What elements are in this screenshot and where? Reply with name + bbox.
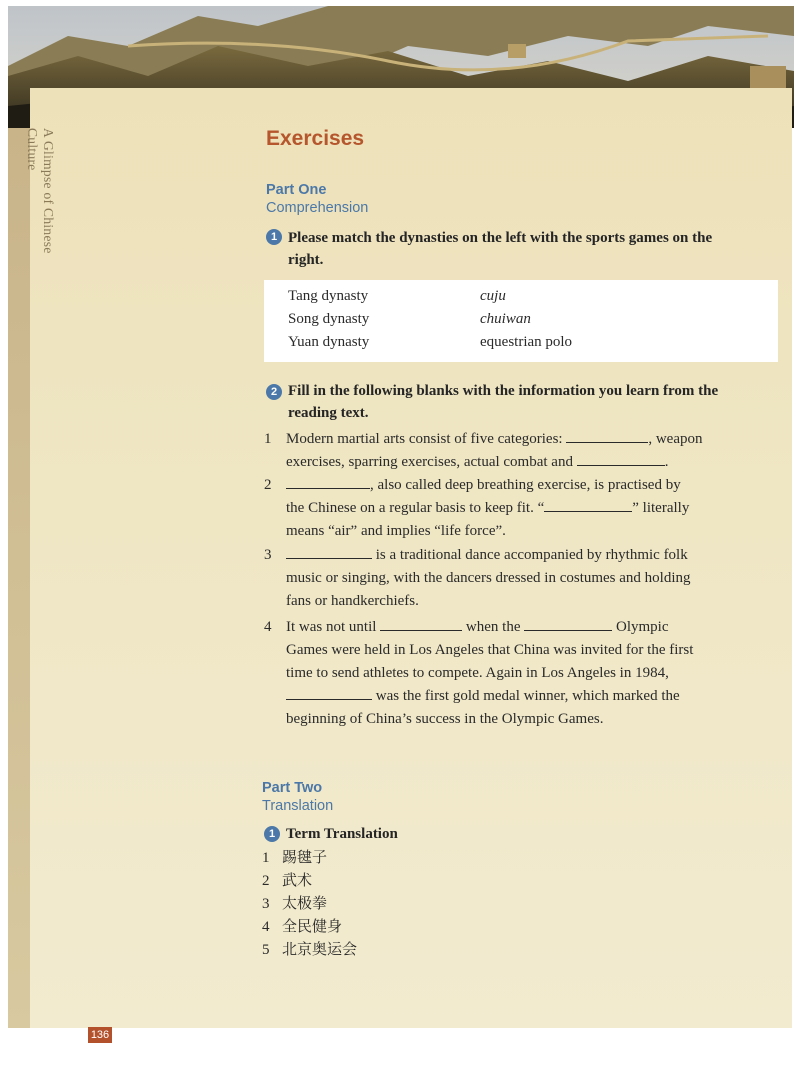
item-text: was the first gold medal winner, which marked the bbox=[372, 688, 680, 704]
page-number: 136 bbox=[88, 1027, 112, 1043]
question-2-instruction bbox=[288, 380, 768, 424]
item-text: the Chinese on a regular basis to keep fit. “ bbox=[286, 500, 545, 516]
item-text: Games were held in Los Angeles that China was invited for the first bbox=[286, 642, 694, 658]
term-item bbox=[262, 848, 327, 868]
answer-blank[interactable] bbox=[577, 451, 665, 466]
fill-blank-item-4 bbox=[286, 616, 766, 731]
dynasty-label: Song dynasty bbox=[288, 311, 370, 327]
item-text: music or singing, with the dancers dressed in costumes and holding bbox=[286, 570, 691, 586]
term-text: 太极拳 bbox=[282, 896, 328, 912]
match-row bbox=[288, 286, 506, 306]
item-text: , weapon bbox=[648, 431, 703, 447]
item-text: Modern martial arts consist of five categories: bbox=[286, 431, 567, 447]
item-text: fans or handkerchiefs. bbox=[286, 593, 419, 609]
answer-blank[interactable] bbox=[380, 616, 462, 631]
term-item bbox=[262, 940, 357, 960]
item-text: It was not until bbox=[286, 619, 381, 635]
page-title: Exercises bbox=[266, 127, 365, 150]
fill-blank-item-1 bbox=[286, 428, 766, 474]
term-number: 4 bbox=[262, 919, 270, 935]
dynasty-label: Tang dynasty bbox=[288, 288, 369, 304]
match-row bbox=[288, 332, 573, 352]
term-item bbox=[262, 917, 342, 937]
term-text: 全民健身 bbox=[282, 919, 343, 935]
item-text: when the bbox=[462, 619, 525, 635]
question-number-badge: 1 bbox=[266, 229, 282, 245]
item-text: Olympic bbox=[612, 619, 669, 635]
term-number: 2 bbox=[262, 873, 270, 889]
item-text: , also called deep breathing exercise, is practised by bbox=[370, 477, 681, 493]
term-text: 踢毽子 bbox=[282, 850, 328, 866]
sport-label: chuiwan bbox=[480, 311, 531, 327]
instruction-line: Please match the dynasties on the left with the sports games on the bbox=[288, 230, 713, 246]
dynasty-label: Yuan dynasty bbox=[288, 334, 370, 350]
item-text: exercises, sparring exercises, actual combat and bbox=[286, 454, 577, 470]
instruction-line: right. bbox=[288, 252, 324, 268]
sport-label: equestrian polo bbox=[480, 334, 573, 350]
answer-blank[interactable] bbox=[286, 474, 370, 489]
match-row bbox=[288, 309, 531, 329]
item-number: 3 bbox=[264, 547, 272, 563]
question-1-instruction bbox=[288, 227, 768, 271]
term-number: 1 bbox=[262, 850, 270, 866]
answer-blank[interactable] bbox=[524, 616, 612, 631]
term-number: 5 bbox=[262, 942, 270, 958]
question-number-badge: 1 bbox=[264, 826, 280, 842]
sport-label: cuju bbox=[480, 288, 506, 304]
item-number: 2 bbox=[264, 477, 272, 493]
item-text: . bbox=[664, 454, 669, 470]
matching-table bbox=[264, 280, 778, 362]
running-header: A Glimpse of Chinese Culture bbox=[25, 128, 56, 254]
answer-blank[interactable] bbox=[566, 428, 648, 443]
answer-blank[interactable] bbox=[286, 544, 372, 559]
part-one-title: Part One bbox=[266, 182, 327, 198]
term-number: 3 bbox=[262, 896, 270, 912]
item-text: time to send athletes to compete. Again in Los Angeles in 1984, bbox=[286, 665, 669, 681]
instruction-line: reading text. bbox=[288, 405, 369, 421]
part-two-subtitle: Translation bbox=[262, 798, 334, 814]
term-item bbox=[262, 894, 327, 914]
answer-blank[interactable] bbox=[544, 497, 632, 512]
item-text: is a traditional dance accompanied by rhythmic folk bbox=[372, 547, 688, 563]
item-text: means “air” and implies “life force”. bbox=[286, 523, 506, 539]
part-one-subtitle: Comprehension bbox=[266, 200, 369, 216]
term-translation-heading: Term Translation bbox=[286, 826, 398, 842]
answer-blank[interactable] bbox=[286, 685, 372, 700]
question-number-badge: 2 bbox=[266, 384, 282, 400]
fill-blank-item-3 bbox=[286, 544, 766, 613]
item-number: 4 bbox=[264, 619, 272, 635]
item-text: beginning of China’s success in the Olympic Games. bbox=[286, 711, 604, 727]
item-text: ” literally bbox=[632, 500, 690, 516]
term-item bbox=[262, 871, 312, 891]
term-text: 北京奥运会 bbox=[282, 942, 358, 958]
term-text: 武术 bbox=[282, 873, 313, 889]
fill-blank-item-2 bbox=[286, 474, 766, 543]
part-two-title: Part Two bbox=[262, 780, 323, 796]
item-number: 1 bbox=[264, 431, 272, 447]
instruction-line: Fill in the following blanks with the information you learn from the bbox=[288, 383, 719, 399]
